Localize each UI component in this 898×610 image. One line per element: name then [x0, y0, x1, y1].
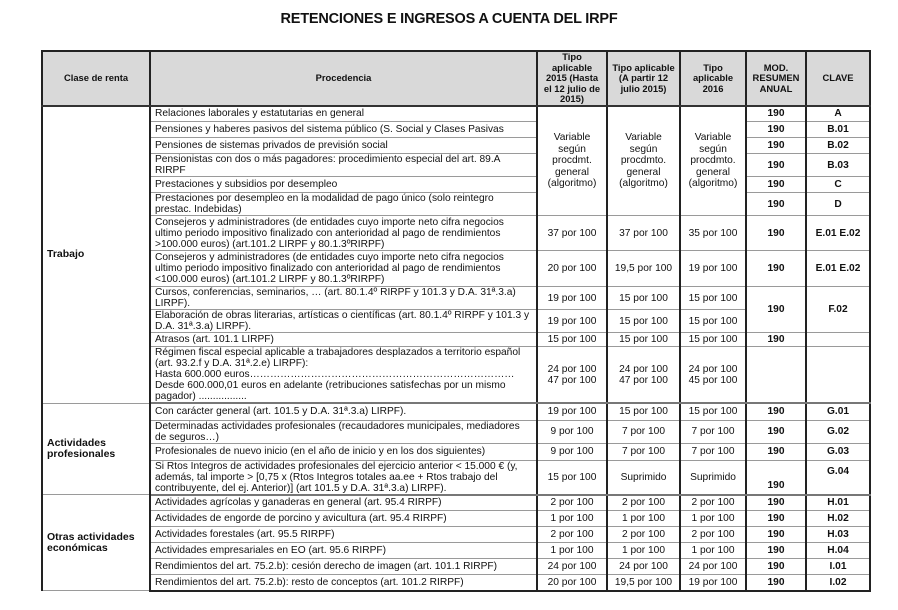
variable-rate-2016: Variable según procdmto. general (algoritmo): [680, 106, 746, 216]
rate-2015b-cell: 7 por 100: [607, 420, 680, 443]
variable-rate-2015b: Variable según procdmto. general (algoritmo): [607, 106, 680, 216]
mod-cell: 190: [746, 443, 806, 460]
procedencia-cell: Rendimientos del art. 75.2.b): resto de conceptos (art. 101.2 RIRPF): [150, 575, 537, 591]
clave-cell: E.01 E.02: [806, 251, 870, 287]
group-label-otras-actividades: Otras actividades económicas: [42, 495, 150, 591]
table-row: [42, 575, 870, 591]
procedencia-cell: Actividades de engorde de porcino y avicultura (art. 95.4 RIRPF): [150, 511, 537, 527]
procedencia-cell: Rendimientos del art. 75.2.b): cesión derecho de imagen (art. 101.1 RIRPF): [150, 559, 537, 575]
mod-cell: 190: [746, 216, 806, 251]
rate-2016-cell: 19 por 100: [680, 575, 746, 591]
table-row: [42, 251, 870, 287]
table-row: [42, 527, 870, 543]
clave-cell: I.01: [806, 559, 870, 575]
procedencia-cell: Consejeros y administradores (de entidades cuyo importe neto cifra negocios ultimo periodo impositivo finalizado con anterioridad al pago de rendimientos <100.000 euros) (art.101.2 LIRPF y 80.1.3ºRIRPF): [150, 251, 537, 287]
rate-2016-cell: 7 por 100: [680, 443, 746, 460]
mod-cell: 190: [746, 460, 806, 495]
procedencia-cell: Pensionistas con dos o más pagadores: procedimiento especial del art. 89.A RIRPF: [150, 154, 537, 177]
mod-cell: 190: [746, 333, 806, 347]
table-row: [42, 333, 870, 347]
table-row: [42, 216, 870, 251]
rate-2015a-cell: 24 por 100: [537, 559, 607, 575]
procedencia-cell: Actividades empresariales en EO (art. 95.6 RIRPF): [150, 543, 537, 559]
table-row: [42, 122, 870, 138]
rate-line: 47 por 100: [547, 374, 597, 386]
rate-2015a-cell: 9 por 100: [537, 443, 607, 460]
rate-2015b-cell: 1 por 100: [607, 511, 680, 527]
rate-2016-cell: 15 por 100: [680, 403, 746, 420]
rate-2016-cell: 2 por 100: [680, 527, 746, 543]
clave-cell: C: [806, 177, 870, 193]
rate-2015b-cell: 15 por 100: [607, 287, 680, 310]
procedencia-cell: Relaciones laborales y estatutarias en general: [150, 106, 537, 122]
procedencia-cell: Prestaciones y subsidios por desempleo: [150, 177, 537, 193]
mod-cell: 190: [746, 154, 806, 177]
table-row: [42, 543, 870, 559]
mod-cell: [746, 347, 806, 404]
rate-2015a-cell: [537, 347, 607, 404]
mod-cell: 190: [746, 193, 806, 216]
clave-cell: H.02: [806, 511, 870, 527]
rate-2015b-cell: 19,5 por 100: [607, 575, 680, 591]
rate-2016-cell: 1 por 100: [680, 543, 746, 559]
table-row: [42, 347, 870, 404]
table-row: [42, 403, 870, 420]
retenciones-table: [41, 50, 871, 592]
rate-2015a-cell: 20 por 100: [537, 575, 607, 591]
header-row: [42, 51, 870, 106]
procedencia-cell: Con carácter general (art. 101.5 y D.A. 31ª.3.a) LIRPF).: [150, 403, 537, 420]
rate-2015b-cell: [607, 347, 680, 404]
rate-2016-cell: 2 por 100: [680, 495, 746, 511]
rate-2015b-cell: 2 por 100: [607, 527, 680, 543]
rate-2015b-cell: 15 por 100: [607, 403, 680, 420]
rate-2015b-cell: Suprimido: [607, 460, 680, 495]
rate-2016-cell: 19 por 100: [680, 251, 746, 287]
procedencia-cell: Elaboración de obras literarias, artísticas o científicas (art. 80.1.4º RIRPF y 101.3 y D.A. 31ª.3.a) LIRPF).: [150, 310, 537, 333]
procedencia-cell: Actividades agrícolas y ganaderas en general (art. 95.4 RIRPF): [150, 495, 537, 511]
procedencia-cell: Atrasos (art. 101.1 LIRPF): [150, 333, 537, 347]
procedencia-cell: Cursos, conferencias, seminarios, … (art. 80.1.4º RIRPF y 101.3 y D.A. 31ª.3.a) LIRPF).: [150, 287, 537, 310]
header-tipo-2016: Tipo aplicable 2016: [680, 51, 746, 106]
procedencia-cell: [150, 347, 537, 404]
rate-2015b-cell: 2 por 100: [607, 495, 680, 511]
procedencia-line: Hasta 600.000 euros……………………………………………………………………: [155, 369, 515, 380]
mod-cell: 190: [746, 420, 806, 443]
clave-cell: B.01: [806, 122, 870, 138]
mod-cell: 190: [746, 138, 806, 154]
rate-line: 45 por 100: [688, 374, 738, 386]
procedencia-cell: Si Rtos Integros de actividades profesionales del ejercicio anterior < 15.000 € (y, además, tal importe > [0,75 x (Rtos Integros totales aa.ee + Rtos trabajo del contribuyente, del ej. Anterior)] (art 101.5 y D.A. 31ª.3.a) LIRPF).: [150, 460, 537, 495]
rate-2015b-cell: 1 por 100: [607, 543, 680, 559]
rate-2015a-cell: 15 por 100: [537, 333, 607, 347]
table-row: [42, 495, 870, 511]
table-row: [42, 420, 870, 443]
rate-2015b-cell: 24 por 100: [607, 559, 680, 575]
rate-2016-cell: [680, 347, 746, 404]
rate-2015a-cell: 19 por 100: [537, 403, 607, 420]
mod-cell: 190: [746, 543, 806, 559]
clave-cell: H.03: [806, 527, 870, 543]
rate-2016-cell: 15 por 100: [680, 287, 746, 310]
clave-cell: [806, 347, 870, 404]
mod-cell: 190: [746, 527, 806, 543]
clave-cell: G.03: [806, 443, 870, 460]
mod-cell: 190: [746, 511, 806, 527]
rate-2015b-cell: 37 por 100: [607, 216, 680, 251]
table-row: [42, 511, 870, 527]
clave-cell: I.02: [806, 575, 870, 591]
table-row: [42, 310, 870, 333]
mod-cell: 190: [746, 106, 806, 122]
rate-2015a-cell: 1 por 100: [537, 543, 607, 559]
procedencia-cell: Actividades forestales (art. 95.5 RIRPF): [150, 527, 537, 543]
clave-cell: B.02: [806, 138, 870, 154]
rate-2016-cell: 15 por 100: [680, 310, 746, 333]
header-tipo-2015-desde-julio: Tipo aplicable (A partir 12 julio 2015): [607, 51, 680, 106]
procedencia-cell: Consejeros y administradores (de entidades cuyo importe neto cifra negocios ultimo periodo impositivo finalizado con anterioridad al pago de rendimientos >100.000 euros) (art.101.2 LIRPF y 80.1.3ºRIRPF): [150, 216, 537, 251]
clave-cell: G.01: [806, 403, 870, 420]
table-row: [42, 287, 870, 310]
clave-cell: [806, 333, 870, 347]
rate-2016-cell: 35 por 100: [680, 216, 746, 251]
mod-cell: 190: [746, 122, 806, 138]
table-row: [42, 460, 870, 495]
mod-cell: 190: [746, 287, 806, 333]
mod-cell: 190: [746, 575, 806, 591]
header-clave: CLAVE: [806, 51, 870, 106]
rate-2015b-cell: 15 por 100: [607, 333, 680, 347]
rate-2016-cell: 24 por 100: [680, 559, 746, 575]
document-title: RETENCIONES E INGRESOS A CUENTA DEL IRPF: [280, 11, 618, 27]
procedencia-line: Desde 600.000,01 euros en adelante (retribuciones satisfechas por un mismo pagador) .................: [155, 380, 506, 402]
procedencia-cell: Prestaciones por desempleo en la modalidad de pago único (solo reintegro prestac. Indebidas): [150, 193, 537, 216]
rate-line: 24 por 100: [619, 363, 668, 375]
rate-2015b-cell: 19,5 por 100: [607, 251, 680, 287]
table-row: [42, 138, 870, 154]
clave-cell: B.03: [806, 154, 870, 177]
rate-2016-cell: Suprimido: [680, 460, 746, 495]
procedencia-line: Régimen fiscal especial aplicable a trabajadores desplazados a territorio español (art. 93.2.f y D.A. 31ª.2.e) LIRPF):: [155, 347, 521, 369]
rate-line: 24 por 100: [547, 363, 597, 375]
rate-2015a-cell: 19 por 100: [537, 287, 607, 310]
mod-cell: 190: [746, 403, 806, 420]
clave-cell: G.04: [806, 460, 870, 495]
mod-cell: 190: [746, 251, 806, 287]
rate-2015a-cell: 20 por 100: [537, 251, 607, 287]
clave-cell: F.02: [806, 287, 870, 333]
variable-rate-2015a: Variable según procdmt. general (algoritmo): [537, 106, 607, 216]
group-label-trabajo: Trabajo: [42, 106, 150, 404]
procedencia-cell: Pensiones de sistemas privados de previsión social: [150, 138, 537, 154]
rate-2016-cell: 7 por 100: [680, 420, 746, 443]
rate-2015a-cell: 2 por 100: [537, 495, 607, 511]
rate-2015a-cell: 9 por 100: [537, 420, 607, 443]
mod-cell: 190: [746, 177, 806, 193]
mod-cell: 190: [746, 495, 806, 511]
rate-2015a-cell: 15 por 100: [537, 460, 607, 495]
rate-2015b-cell: 7 por 100: [607, 443, 680, 460]
rate-2016-cell: 15 por 100: [680, 333, 746, 347]
rate-2015a-cell: 2 por 100: [537, 527, 607, 543]
clave-cell: A: [806, 106, 870, 122]
procedencia-cell: Determinadas actividades profesionales (recaudadores municipales, mediadores de seguros…): [150, 420, 537, 443]
header-mod-resumen-anual: MOD. RESUMEN ANUAL: [746, 51, 806, 106]
rate-2015a-cell: 1 por 100: [537, 511, 607, 527]
rate-line: 47 por 100: [619, 374, 668, 386]
clave-cell: E.01 E.02: [806, 216, 870, 251]
clave-cell: H.04: [806, 543, 870, 559]
table-row: [42, 177, 870, 193]
group-label-actividades-profesionales: Actividades profesionales: [42, 403, 150, 495]
rate-line: 24 por 100: [688, 363, 738, 375]
table-row: [42, 559, 870, 575]
procedencia-cell: Profesionales de nuevo inicio (en el año de inicio y en los dos siguientes): [150, 443, 537, 460]
rate-2015a-cell: 19 por 100: [537, 310, 607, 333]
table-row: [42, 106, 870, 122]
header-clase-de-renta: Clase de renta: [42, 51, 150, 106]
table-row: [42, 154, 870, 177]
table-row: [42, 193, 870, 216]
clave-cell: G.02: [806, 420, 870, 443]
rate-2015a-cell: 37 por 100: [537, 216, 607, 251]
header-procedencia: Procedencia: [150, 51, 537, 106]
procedencia-cell: Pensiones y haberes pasivos del sistema público (S. Social y Clases Pasivas: [150, 122, 537, 138]
mod-cell: 190: [746, 559, 806, 575]
table-row: [42, 443, 870, 460]
header-tipo-2015-hasta-julio: Tipo aplicable 2015 (Hasta el 12 julio de 2015): [537, 51, 607, 106]
clave-cell: D: [806, 193, 870, 216]
rate-2015b-cell: 15 por 100: [607, 310, 680, 333]
rate-2016-cell: 1 por 100: [680, 511, 746, 527]
clave-cell: H.01: [806, 495, 870, 511]
